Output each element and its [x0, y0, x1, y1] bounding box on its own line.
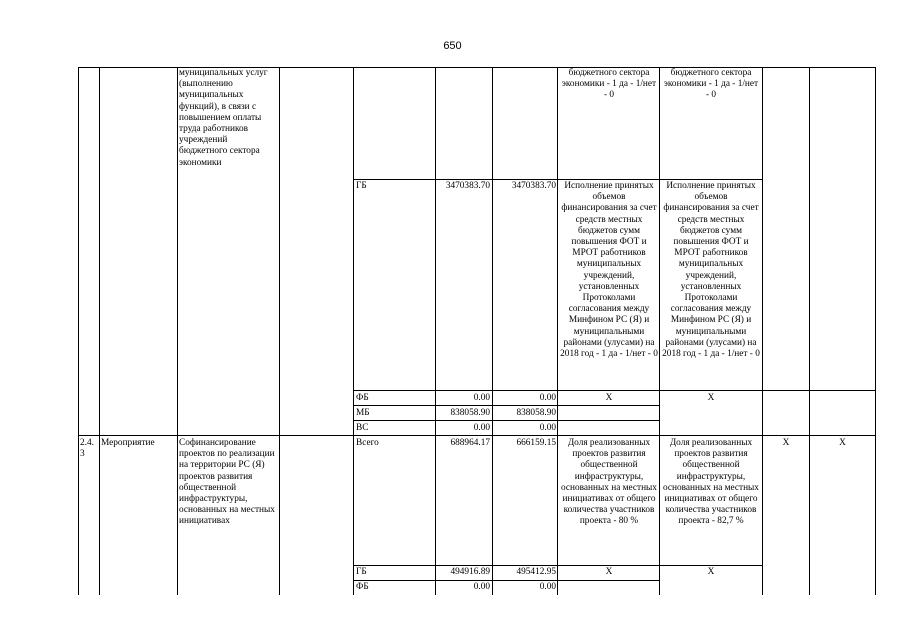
planned-value: 494916.89 [450, 567, 490, 577]
indicator-continued-2: бюджетного сектора экономики - 1 да - 1/нет - 0 [663, 68, 759, 101]
col-divider [435, 67, 436, 595]
source-label: МБ [356, 408, 370, 418]
not-applicable-mark: Х [707, 393, 715, 403]
not-applicable-mark: Х [839, 438, 846, 448]
not-applicable-mark: Х [605, 567, 613, 577]
planned-value: 0.00 [473, 582, 490, 592]
source-label: ГБ [356, 181, 367, 191]
col-divider [177, 67, 178, 595]
col-divider [557, 67, 558, 595]
row-divider [353, 420, 660, 421]
actual-value: 0.00 [539, 582, 556, 592]
indicator-actual: Доля реализованных проектов развития общественной инфраструктуры, основанных на местных инициативах от общего количества участников проекта - 82,7 % [663, 438, 759, 527]
actual-value: 666159.15 [516, 438, 556, 448]
source-label: Всего [356, 438, 379, 448]
planned-value: 0.00 [473, 423, 490, 433]
source-label: ГБ [356, 567, 367, 577]
col-divider [99, 67, 100, 595]
actual-value: 495412.95 [516, 567, 556, 577]
row-divider [353, 390, 876, 391]
planned-value: 838058.90 [450, 408, 490, 418]
planned-value: 3470383.70 [445, 181, 490, 191]
table-border-right [875, 67, 876, 595]
planned-value: 0.00 [473, 393, 490, 403]
not-applicable-mark: Х [707, 567, 715, 577]
activity-type: Мероприятие [101, 438, 155, 448]
planned-value: 688964.17 [450, 438, 490, 448]
table-border-left [78, 67, 79, 595]
source-label: ФБ [356, 582, 369, 592]
row-divider [353, 179, 763, 180]
row-divider [353, 580, 660, 581]
page-number: 650 [443, 40, 462, 52]
row-divider [353, 565, 763, 566]
row-divider [353, 405, 660, 406]
activity-number: 2.4. 3 [80, 438, 94, 460]
actual-value: 3470383.70 [511, 181, 556, 191]
actual-value: 0.00 [539, 423, 556, 433]
col-divider [809, 67, 810, 595]
row-divider [78, 435, 876, 436]
indicator-planned: Доля реализованных проектов развития общественной инфраструктуры, основанных на местных инициативах от общего количества участников проекта - 80 % [561, 438, 657, 527]
activity-name-continued: муниципальных услуг (выполнению муниципальных функций), в связи с повышением оплаты труда работников учреждений бюджетного сектора экономики [179, 68, 268, 168]
budget-table [78, 67, 876, 595]
indicator-actual: Исполнение принятых объемов финансирования за счет средств местных бюджетов сумм повышения ФОТ и МРОТ работников муниципальных учреждений, установленных Протоколами согласования между Минфином РС (Я) и муниципальными районами (улусами) на 2018 год - 1 да - 1/нет - 0 [662, 181, 760, 360]
col-divider [279, 67, 280, 595]
col-divider [659, 67, 660, 595]
indicator-planned: Исполнение принятых объемов финансирования за счет средств местных бюджетов сумм повышения ФОТ и МРОТ работников муниципальных учреждений, установленных Протоколами согласования между Минфином РС (Я) и муниципальными районами (улусами) на 2018 год - 1 да - 1/нет - 0 [560, 181, 658, 360]
actual-value: 0.00 [539, 393, 556, 403]
not-applicable-mark: Х [782, 438, 790, 448]
indicator-continued-1: бюджетного сектора экономики - 1 да - 1/нет - 0 [561, 68, 657, 101]
actual-value: 838058.90 [516, 408, 556, 418]
source-label: ВС [356, 423, 369, 433]
not-applicable-mark: Х [605, 393, 613, 403]
col-divider [762, 67, 763, 595]
source-label: ФБ [356, 393, 369, 403]
activity-name: Софинансирование проектов по реализации на территории РС (Я) проектов развития общественной инфраструктуры, основанных на местных инициативах [179, 438, 275, 527]
col-divider [353, 67, 354, 595]
col-divider [492, 67, 493, 595]
